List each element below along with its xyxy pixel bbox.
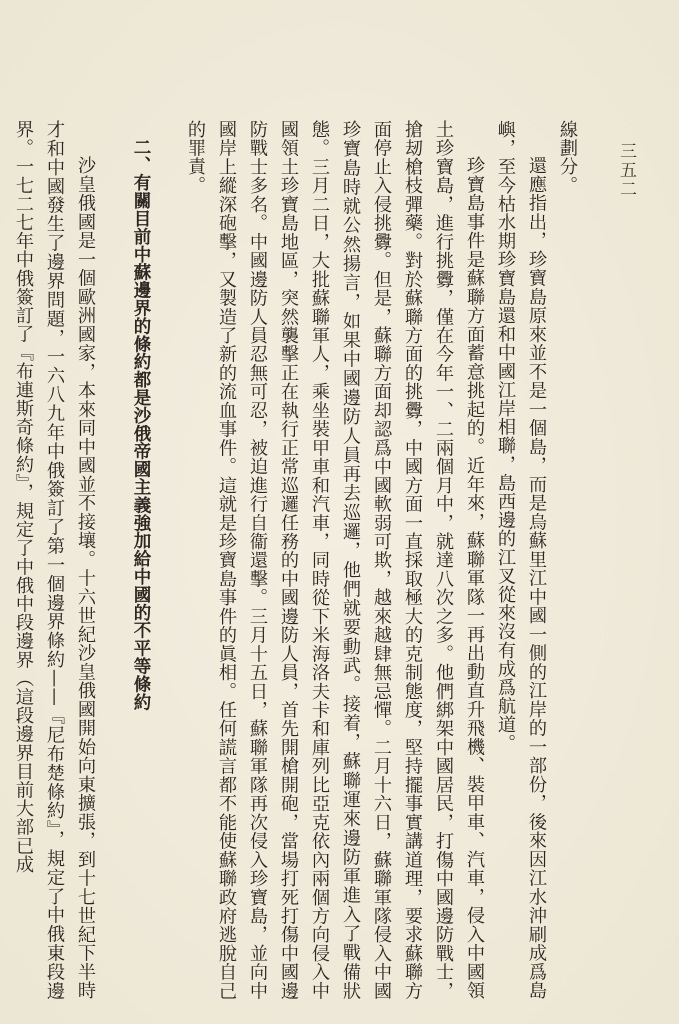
- body-text: [13, 120, 583, 1000]
- paragraph-tsarist-russia: 沙皇俄國是一個歐洲國家，本來同中國並不接壤。十六世紀沙皇俄國開始向東擴張，到十七世紀下半時才和中國發生了邊界問題，一六八九年中俄簽訂了第一個邊界條約——『尼布楚條約』，規定了中俄東段邊界。一七二七年中俄簽訂了『布連斯奇條約』，規定了中俄中段邊界（這段邊界目前大部已成: [13, 120, 96, 1000]
- paragraph-continuation: 線劃分。: [557, 120, 578, 195]
- paragraph-island-origin: 還應指出，珍寶島原來並不是一個島，而是烏蘇里江中國一側的江岸的一部份，後來因江水沖刷成爲島嶼，至今枯水期珍寶島還和中國江岸相聯，島西邊的江叉從來沒有成爲航道。: [495, 120, 547, 1000]
- section-heading: 二、有關目前中蘇邊界的條約都是沙俄帝國主義強加給中國的不平等條約: [131, 137, 151, 711]
- page-number: 三五二: [616, 142, 636, 199]
- paragraph-incident: 珍寶島事件是蘇聯方面蓄意挑起的。近年來，蘇聯軍隊一再出動直升飛機、裝甲車、汽車，侵入中國領土珍寶島，進行挑釁，僅在今年一、二兩個月中，就達八次之多。他們綁架中國居民，打傷中國邊防戰士，搶刼槍枝彈藥。對於蘇聯方面的挑釁，中國方面一直採取極大的克制態度，堅持擺事實講道理，要求蘇聯方面停止入侵挑釁。但是，蘇聯方面却認爲中國軟弱可欺，越來越肆無忌憚。二月十六日，蘇聯軍隊侵入中國珍寶島時就公然揚言，如果中國邊防人員再去巡邏，他們就要動武。接着，蘇聯運來邊防軍進入了戰備狀態。三月二日，大批蘇聯軍人，乘坐裝甲車和汽車，同時從下米海洛夫卡和庫列比亞克依內兩個方向侵入中國領土珍寶島地區，突然襲擊正在執行正常巡邏任務的中國邊防人員，首先開槍開砲，當場打死打傷中國邊防戰士多名。中國邊防人員忍無可忍，被迫進行自衞還擊。三月十五日，蘇聯軍隊再次侵入珍寶島，並向中國岸上縱深砲擊，又製造了新的流血事件。這就是珍寶島事件的眞相。任何謊言都不能使蘇聯政府逃脫自己的罪責。: [185, 120, 485, 1000]
